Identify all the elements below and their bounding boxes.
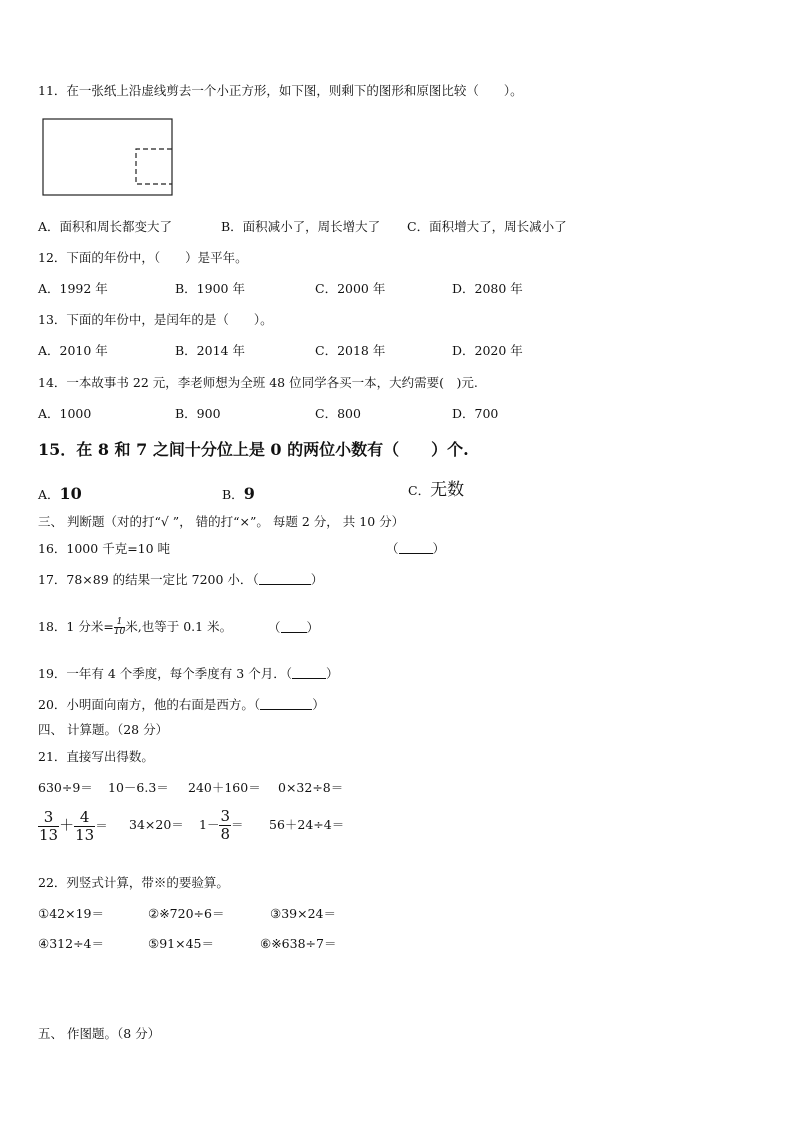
- q18-answer[interactable]: [268, 620, 319, 636]
- q21-expression: 0×32÷8＝: [278, 780, 344, 795]
- fraction: [38, 809, 59, 844]
- q12-option-b[interactable]: B．1900 年: [175, 281, 245, 296]
- q16-answer[interactable]: [386, 541, 445, 557]
- q22-text: 22．列竖式计算，带※的要验算。: [38, 875, 229, 890]
- fraction-denominator: 10: [113, 627, 126, 637]
- equals-sign: ＝: [95, 818, 108, 833]
- q15-option-b-label: B．: [222, 487, 244, 502]
- q22-item: ③39×24＝: [270, 906, 336, 921]
- q11-option-b[interactable]: B．面积减小了，周长增大了: [221, 219, 381, 234]
- section-5-title: 五、 作图题。（8 分）: [38, 1026, 161, 1041]
- fraction-numerator: 3: [38, 809, 59, 827]
- q18-text-pre: 18．1 分米=: [38, 619, 114, 634]
- answer-blank[interactable]: [292, 666, 326, 679]
- paren-open: （: [386, 541, 399, 556]
- answer-blank[interactable]: [399, 541, 433, 554]
- q13-option-c[interactable]: C．2018 年: [315, 343, 386, 358]
- paren-close: ）: [325, 666, 339, 681]
- q21-expression: 240＋160＝: [188, 780, 261, 795]
- q21-row-2: [38, 805, 778, 845]
- q15-option-a-label: A．: [38, 487, 60, 502]
- q13-option-a[interactable]: A．2010 年: [38, 343, 108, 358]
- q19-line: [38, 666, 339, 682]
- fraction-denominator: 13: [39, 826, 59, 844]
- q14-option-a[interactable]: A．1000: [38, 406, 92, 421]
- answer-blank[interactable]: [259, 572, 311, 585]
- fraction-denominator: 13: [75, 826, 95, 844]
- expression-prefix: 1－: [199, 817, 220, 832]
- q15-option-a-value: 10: [59, 484, 82, 503]
- q21-text: 21．直接写出得数。: [38, 749, 154, 764]
- section-4-title: 四、 计算题。（28 分）: [38, 722, 169, 737]
- q12-option-a[interactable]: A．1992 年: [38, 281, 108, 296]
- fraction-numerator: 1: [114, 618, 125, 628]
- q11-text: 11．在一张纸上沿虚线剪去一个小正方形，如下图，则剩下的图形和原图比较（ ）。: [38, 83, 523, 98]
- answer-blank[interactable]: [260, 697, 312, 710]
- paren-close: ）: [312, 697, 325, 712]
- q14-text: 14．一本故事书 22 元，李老师想为全班 48 位同学各买一本，大约需要( )元.: [38, 375, 478, 390]
- q14-option-b[interactable]: B．900: [175, 406, 221, 421]
- equals-sign: ＝: [231, 817, 244, 832]
- paren-close: ）: [310, 572, 324, 587]
- q18-line: [38, 618, 232, 637]
- q18-text-post: 米,也等于 0.1 米。: [125, 619, 233, 634]
- q14-option-c[interactable]: C．800: [315, 406, 361, 421]
- q15-option-b[interactable]: [222, 484, 255, 504]
- q18-fraction: [114, 618, 125, 637]
- q12-option-d[interactable]: D．2080 年: [452, 281, 523, 296]
- q22-item: ④312÷4＝: [38, 936, 104, 951]
- q15-option-c-value: 无数: [430, 480, 465, 500]
- q15-text: 15．在 8 和 7 之间十分位上是 0 的两位小数有（ ）个.: [38, 440, 469, 459]
- plus-sign: ＋: [59, 816, 75, 834]
- q21-expression: 34×20＝: [129, 817, 184, 832]
- q21-expression: 10－6.3＝: [108, 780, 169, 795]
- q11-option-a[interactable]: A．面积和周长都变大了: [38, 219, 173, 234]
- q17-text: 17．78×89 的结果一定比 7200 小．: [38, 572, 253, 587]
- q12-option-c[interactable]: C．2000 年: [315, 281, 386, 296]
- fraction: [219, 808, 231, 843]
- q21-expression: 630÷9＝: [38, 780, 93, 795]
- q20-text: 20．小明面向南方，他的右面是西方。: [38, 697, 254, 712]
- q21-fraction-subtract: [199, 805, 244, 845]
- paren-open: （: [285, 666, 292, 681]
- q19-text: 19．一年有 4 个季度，每个季度有 3 个月．: [38, 666, 286, 681]
- paren-close: ）: [306, 620, 320, 635]
- q21-expression: 56＋24÷4＝: [269, 817, 345, 832]
- q14-option-d[interactable]: D．700: [452, 406, 499, 421]
- q21-fraction-sum: [38, 805, 108, 846]
- fraction-numerator: 4: [74, 809, 95, 827]
- fraction-numerator: 3: [220, 807, 230, 825]
- paren-open: （: [268, 620, 281, 635]
- q13-option-d[interactable]: D．2020 年: [452, 343, 523, 358]
- q15-option-c[interactable]: [408, 482, 464, 499]
- q13-text: 13．下面的年份中，是闰年的是（ ）。: [38, 312, 273, 327]
- fraction-denominator: 8: [220, 825, 230, 843]
- q11-option-c[interactable]: C．面积增大了，周长减小了: [407, 219, 567, 234]
- fraction: [74, 809, 95, 844]
- q22-item: ②※720÷6＝: [148, 906, 225, 921]
- section-3-title: 三、 判断题（对的打“√ ”， 错的打“×”。 每题 2 分， 共 10 分）: [38, 514, 405, 529]
- q22-item: ⑥※638÷7＝: [260, 936, 337, 951]
- q15-options: [38, 482, 778, 504]
- q13-option-b[interactable]: B．2014 年: [175, 343, 245, 358]
- q15-option-c-label: C．: [408, 483, 431, 498]
- q20-line: [38, 697, 325, 713]
- answer-blank[interactable]: [281, 620, 307, 633]
- paren-close: ）: [432, 541, 446, 556]
- paren-open: （: [252, 572, 259, 587]
- q15-option-a[interactable]: [38, 484, 82, 504]
- q17-line: [38, 572, 323, 588]
- q15-option-b-value: 9: [243, 484, 255, 503]
- q22-item: ⑤91×45＝: [148, 936, 214, 951]
- rectangle-cut-figure: [42, 118, 174, 198]
- q12-text: 12．下面的年份中，（ ）是平年。: [38, 250, 248, 265]
- paren-open: （: [253, 697, 261, 712]
- q22-item: ①42×19＝: [38, 906, 104, 921]
- q16-text: 16．1000 千克=10 吨: [38, 541, 171, 556]
